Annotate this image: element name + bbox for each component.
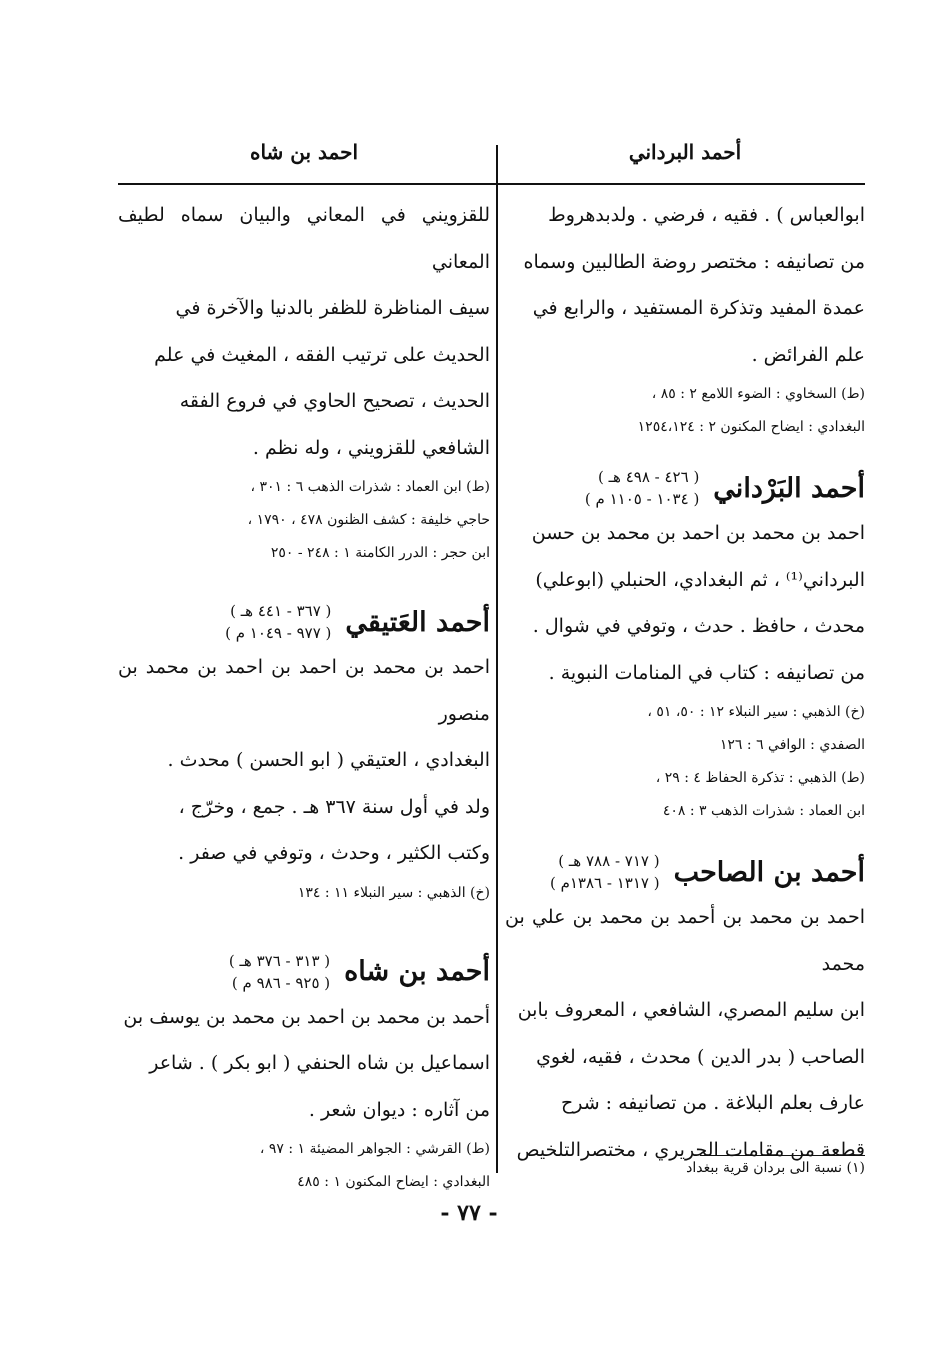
- column-divider: [496, 145, 498, 1173]
- text-line: أحمد بن محمد بن احمد بن محمد بن يوسف بن: [123, 1005, 490, 1028]
- text-line: احمد بن محمد بن احمد بن احمد بن محمد بن منصور: [118, 656, 490, 725]
- entry-dates: [229, 950, 330, 994]
- text-line: محدث ، حافظ . حدث ، وتوفي في شوال .: [532, 615, 865, 637]
- references: [118, 1133, 490, 1199]
- reference-line: (ط) الذهبي : تذكرة الحفاظ ٤ : ٢٩ ،: [655, 770, 865, 786]
- entry-dates: [585, 466, 699, 510]
- right-column: [505, 192, 865, 1173]
- entry-dates: [550, 850, 660, 894]
- text-line: من تصانيفه : مختصر روضة الطالبين وسماه: [523, 250, 865, 273]
- text-line: عارف بعلم البلاغة . من تصانيفه : شرح: [560, 1092, 865, 1114]
- running-head-left: احمد بن شاه: [249, 140, 359, 164]
- reference-line: البغدادي : ايضاح المكنون ٢ : ١٢٥٤،١٢٤: [637, 419, 865, 435]
- entry-dates: [225, 600, 331, 644]
- text-line: اسماعيل بن شاه الحنفي ( ابو بكر ) . شاعر: [149, 1052, 490, 1074]
- text-line: البرداني⁽¹⁾ ، ثم البغدادي، الحنبلي (ابوعلي): [535, 568, 865, 591]
- running-head-right: أحمد البرداني: [628, 140, 742, 164]
- header-rule: [118, 183, 865, 185]
- hijri-date: ( ٣٦٧ - ٤٤١ هـ ): [230, 602, 332, 620]
- text-line: البغدادي ، العتيقي ( ابو الحسن ) محدث .: [167, 749, 490, 771]
- text-line: الصاحب ( بدر الدين ) محدث ، فقيه، لغوي: [536, 1045, 865, 1068]
- reference-line: (ط) السخاوي : الضوء اللامع ٢ : ٨٥ ،: [651, 386, 865, 402]
- reference-line: البغدادي : ايضاح المكنون ١ : ٤٨٥: [297, 1174, 490, 1190]
- reference-line: (خ) الذهبي : سير النبلاء ١٢ : ٥٠، ٥١ ،: [647, 704, 865, 720]
- entry-heading: [505, 466, 865, 510]
- text-line: سيف المناظرة للظفر بالدنيا والآخرة في: [175, 297, 490, 319]
- hijri-date: ( ٤٢٦ - ٤٩٨ هـ ): [598, 468, 700, 486]
- entry-heading: [505, 850, 865, 894]
- text-line: من تصانيفه : كتاب في المنامات النبوية .: [548, 661, 865, 684]
- reference-line: (ط) ابن العماد : شذرات الذهب ٦ : ٣٠١ ،: [250, 479, 490, 495]
- left-column: [118, 192, 490, 1199]
- text-line: وكتب الكثير ، وحدث ، وتوفي في صفر .: [178, 842, 490, 864]
- references: [505, 378, 865, 444]
- footnote: (١) نسبة الى بردان قرية ببغداد: [686, 1160, 865, 1176]
- text-line: الحديث ، تصحيح الحاوي في فروع الفقه: [179, 390, 490, 412]
- entry-heading: [118, 600, 490, 644]
- references: [505, 696, 865, 828]
- text-line: للقزويني في المعاني والبيان سماه لطيف المعاني: [118, 204, 490, 273]
- hijri-date: ( ٣١٣ - ٣٧٦ هـ ): [228, 951, 331, 970]
- references: [118, 877, 490, 910]
- text-line: احمد بن محمد بن أحمد بن محمد بن علي بن محمد: [505, 906, 865, 975]
- reference-line: ابن العماد : شذرات الذهب ٣ : ٤٠٨: [662, 803, 865, 819]
- reference-line: (خ) الذهبي : سير النبلاء ١١ : ١٣٤: [297, 884, 490, 901]
- text-line: ابن سليم المصري، الشافعي ، المعروف بابن: [517, 999, 865, 1021]
- page-number: - ٧٧ -: [440, 1200, 498, 1226]
- text-line: احمد بن محمد بن احمد بن محمد بن حسن: [531, 522, 865, 544]
- entry-heading: [118, 950, 490, 994]
- entry-name: أحمد بن الصاحب: [673, 856, 865, 888]
- text-line: ولد في أول سنة ٣٦٧ هـ . جمع ، وخرّج ،: [178, 795, 490, 818]
- text-line: علم الفرائض .: [751, 343, 865, 366]
- text-line: قطعة من مقامات الحريري ، مختصرالتلخيص: [516, 1138, 865, 1161]
- footnote-rule: [700, 1155, 865, 1156]
- text-line: عمدة المفيد وتذكرة المستفيد ، والرابع في: [532, 297, 865, 319]
- gregorian-date: ( ١٠٣٤ - ١١٠٥ م ): [584, 490, 700, 508]
- text-line: من آثاره : ديوان شعر .: [308, 1098, 490, 1121]
- text-line: الحديث على ترتيب الفقه ، المغيث في علم: [154, 343, 490, 366]
- gregorian-date: ( ٩٢٥ - ٩٨٦ م ): [231, 973, 331, 992]
- references: [118, 471, 490, 570]
- entry-name: أحمد العَتيقي: [345, 606, 490, 638]
- reference-line: الصفدي : الوافي ٦ : ١٢٦: [719, 737, 865, 753]
- hijri-date: ( ٧١٧ - ٧٨٨ هـ ): [558, 852, 660, 870]
- entry-name: أحمد بن شاه: [344, 956, 490, 987]
- reference-line: (ط) القرشي : الجواهر المضيئة ١ : ٩٧ ،: [259, 1141, 490, 1157]
- gregorian-date: ( ٩٧٧ - ١٠٤٩ م ): [225, 624, 332, 642]
- reference-line: ابن حجر : الدرر الكامنة ١ : ٢٤٨ - ٢٥٠: [270, 545, 490, 561]
- text-line: ابوالعباس ) . فقيه ، فرضي . ولدبدهروط: [548, 204, 865, 226]
- gregorian-date: ( ١٣١٧ - ١٣٨٦م ): [549, 874, 660, 892]
- entry-name: أحمد البَرْداني: [713, 472, 865, 504]
- text-line: الشافعي للقزويني ، وله نظم .: [252, 436, 490, 459]
- reference-line: حاجي خليفة : كشف الظنون ٤٧٨ ، ١٧٩٠ ،: [247, 512, 490, 528]
